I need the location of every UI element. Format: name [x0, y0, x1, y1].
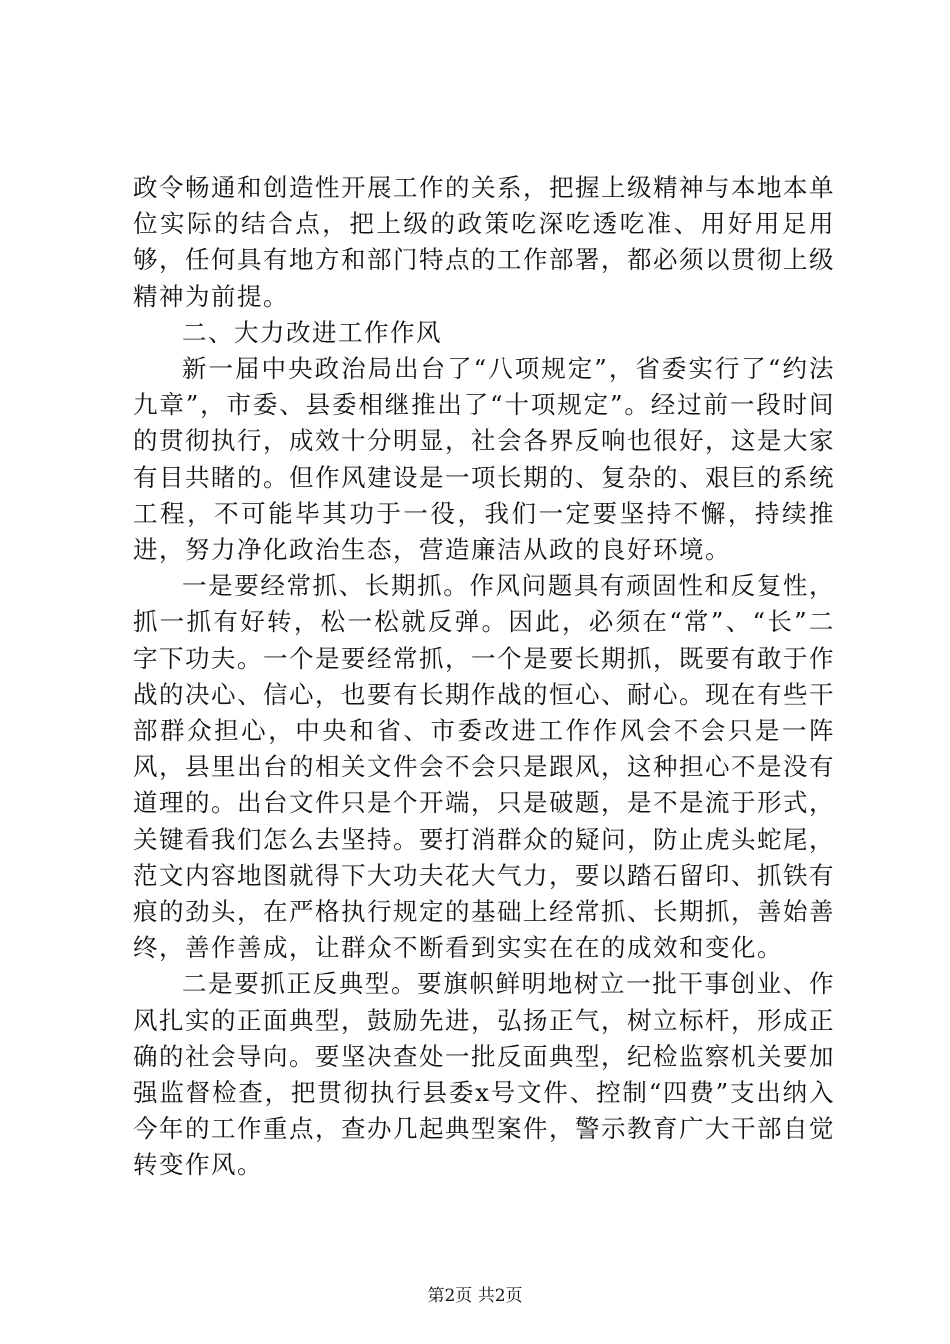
document-body: [133, 170, 835, 1184]
page-footer: 第2页 共2页: [427, 1286, 523, 1306]
paragraph-regular-long-term: 一是要经常抓、长期抓。作风问题具有顽固性和反复性，抓一抓有好转，松一松就反弹。因此，必须在“常”、“长”二字下功夫。一个是要经常抓，一个是要长期抓，既要有敢于作战的决心、信心，也要有长期作战的恒心、耐心。现在有些干部群众担心，中央和省、市委改进工作作风会不会只是一阵风，县里出台的相关文件会不会只是跟风，这种担心不是没有道理的。出台文件只是个开端，只是破题，是不是流于形式，关键看我们怎么去坚持。要打消群众的疑问，防止虎头蛇尾，范文内容地图就得下大功夫花大气力，要以踏石留印、抓铁有痕的劲头，在严格执行规定的基础上经常抓、长期抓，善始善终，善作善成，让群众不断看到实实在在的成效和变化。: [133, 571, 835, 963]
paragraph-typical-examples: 二是要抓正反典型。要旗帜鲜明地树立一批干事创业、作风扎实的正面典型，鼓励先进，弘扬正气，树立标杆，形成正确的社会导向。要坚决查处一批反面典型，纪检监察机关要加强监督检查，把贯彻执行县委x号文件、控制“四费”支出纳入今年的工作重点，查办几起典型案件，警示教育广大干部自觉转变作风。: [133, 969, 835, 1180]
paragraph-continuation: 政令畅通和创造性开展工作的关系，把握上级精神与本地本单位实际的结合点，把上级的政策吃深吃透吃准、用好用足用够，任何具有地方和部门特点的工作部署，都必须以贯彻上级精神为前提。: [133, 173, 835, 311]
paragraph-regulations: 新一届中央政治局出台了“八项规定”，省委实行了“约法九章”，市委、县委相继推出了“十项规定”。经过前一段时间的贯彻执行，成效十分明显，社会各界反响也很好，这是大家有目共睹的。但作风建设是一项长期的、复杂的、艰巨的系统工程，不可能毕其功于一役，我们一定要坚持不懈，持续推进，努力净化政治生态，营造廉洁从政的良好环境。: [133, 354, 835, 565]
section-heading: 二、大力改进工作作风: [182, 317, 442, 347]
